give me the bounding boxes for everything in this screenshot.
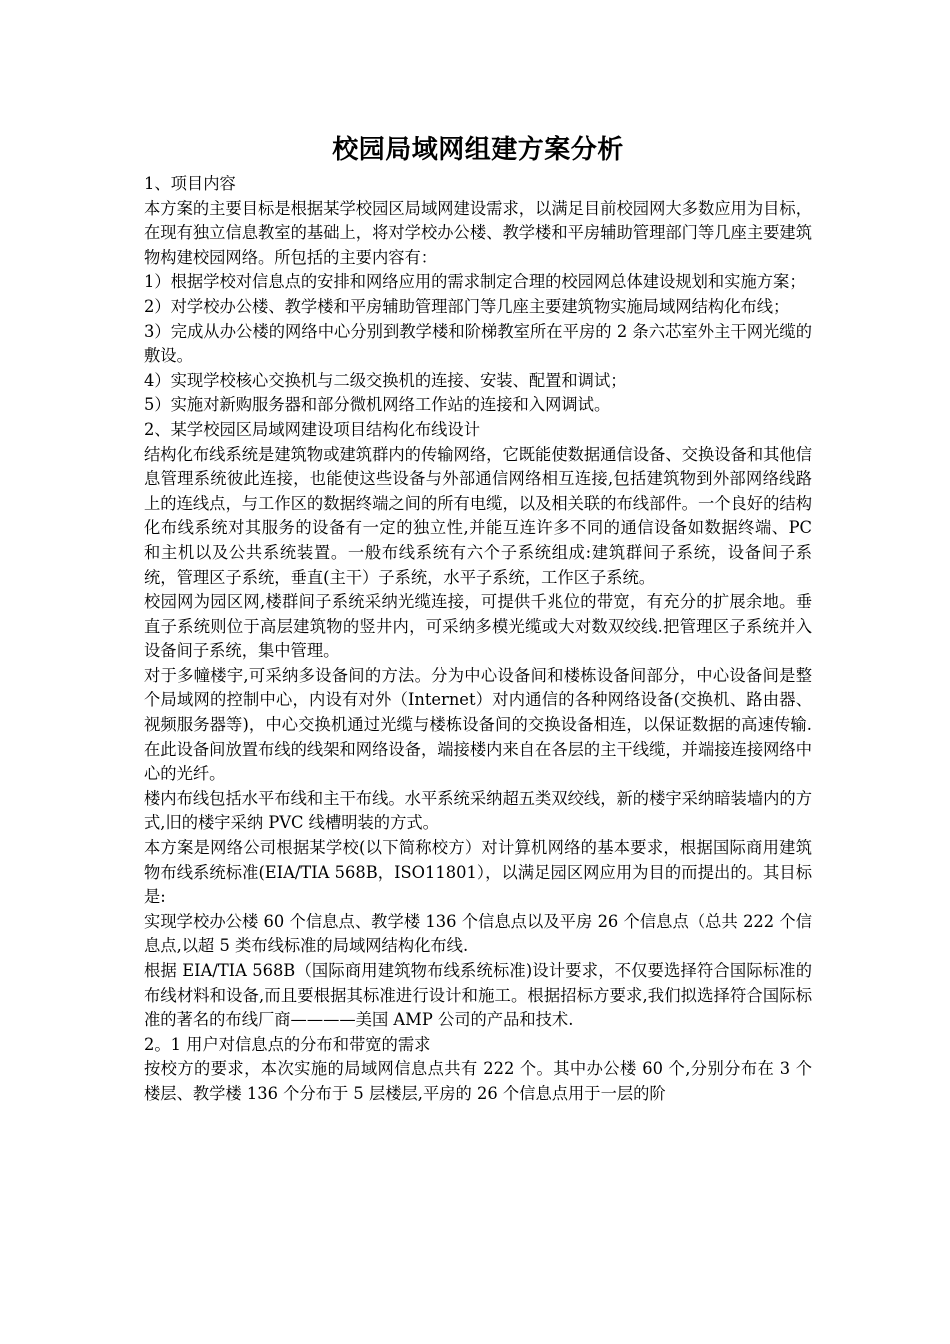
- paragraph-project-goal: 本方案的主要目标是根据某学校园区局域网建设需求，以满足目前校园网大多数应用为目标，在现有独立信息教室的基础上，将对学校办公楼、教学楼和平房辅助管理部门等几座主要建筑物构建校园网络。所包括的主要内容有：: [144, 198, 812, 267]
- document-page: [144, 128, 812, 1107]
- paragraph-point-distribution: 按校方的要求，本次实施的局域网信息点共有 222 个。其中办公楼 60 个,分别分布在 3 个楼层、教学楼 136 个分布于 5 层楼层,平房的 26 个信息点用于一层的阶: [144, 1059, 812, 1103]
- list-item-1: 1）根据学校对信息点的安排和网络应用的需求制定合理的校园网总体建设规划和实施方案；: [144, 272, 806, 292]
- list-item-4: 4）实现学校核心交换机与二级交换机的连接、安装、配置和调试；: [144, 370, 627, 390]
- paragraph-building-cabling: 楼内布线包括水平布线和主干布线。水平系统采纳超五类双绞线，新的楼宇采纳暗装墙内的方式,旧的楼宇采纳 PVC 线槽明装的方式。: [144, 788, 812, 833]
- section-heading-user-requirements: 2。1 用户对信息点的分布和带宽的需求: [144, 1034, 431, 1054]
- list-item-2: 2）对学校办公楼、教学楼和平房辅助管理部门等几座主要建筑物实施局域网结构化布线；: [144, 296, 790, 316]
- paragraph-vendor-selection: 根据 EIA/TIA 568B（国际商用建筑物布线系统标准)设计要求，不仅要选择符合国际标准的布线材料和设备,而且要根据其标准进行设计和施工。根据招标方要求,我们拟选择符合国际标准的著名的布线厂商————美国 AMP 公司的产品和技术.: [144, 961, 812, 1030]
- document-title: 校园局域网组建方案分析: [332, 135, 624, 165]
- paragraph-structured-cabling: 结构化布线系统是建筑物或建筑群内的传输网络，它既能使数据通信设备、交换设备和其他信息管理系统彼此连接，也能使这些设备与外部通信网络相互连接,包括建筑物到外部网络线路上的连线点，与工作区的数据终端之间的所有电缆，以及相关联的布线部件。一个良好的结构化布线系统对其服务的设备有一定的独立性,并能互连许多不同的通信设备如数据终端、PC 和主机以及公共系统装置。一般布线系统有六个子系统组成:建筑群间子系统，设备间子系统，管理区子系统，垂直(主干）子系统，水平子系统，工作区子系统。: [144, 444, 812, 587]
- list-item-5: 5）实施对新购服务器和部分微机网络工作站的连接和入网调试。: [144, 395, 611, 415]
- paragraph-equipment-rooms: 对于多幢楼宇,可采纳多设备间的方法。分为中心设备间和楼栋设备间部分，中心设备间是整个局域网的控制中心，内设有对外（Internet）对内通信的各种网络设备(交换机、路由器、视频服务器等)，中心交换机通过光缆与楼栋设备间的交换设备相连，以保证数据的高速传输.在此设备间放置布线的线架和网络设备，端接楼内来自在各层的主干线缆，并端接连接网络中心的光纤。: [144, 665, 812, 784]
- paragraph-information-points: 实现学校办公楼 60 个信息点、教学楼 136 个信息点以及平房 26 个信息点（总共 222 个信息点,以超 5 类布线标准的局域网结构化布线.: [144, 911, 812, 956]
- section-heading-project-content: 1、项目内容: [144, 174, 236, 193]
- list-item-3: 3）完成从办公楼的网络中心分别到教学楼和阶梯教室所在平房的 2 条六芯室外主干网光缆的敷设。: [144, 321, 812, 366]
- section-heading-cabling-design: 2、某学校园区局域网建设项目结构化布线设计: [144, 419, 480, 439]
- paragraph-campus-network: 校园网为园区网,楼群间子系统采纳光缆连接，可提供千兆位的带宽，有充分的扩展余地。垂直子系统则位于高层建筑物的竖井内，可采纳多模光缆或大对数双绞线.把管理区子系统并入设备间子系统，集中管理。: [144, 592, 812, 661]
- paragraph-standards: 本方案是网络公司根据某学校(以下简称校方）对计算机网络的基本要求，根据国际商用建筑物布线系统标准(EIA/TIA 568B，ISO11801），以满足园区网应用为目的而提出的。其目标是:: [144, 838, 812, 907]
